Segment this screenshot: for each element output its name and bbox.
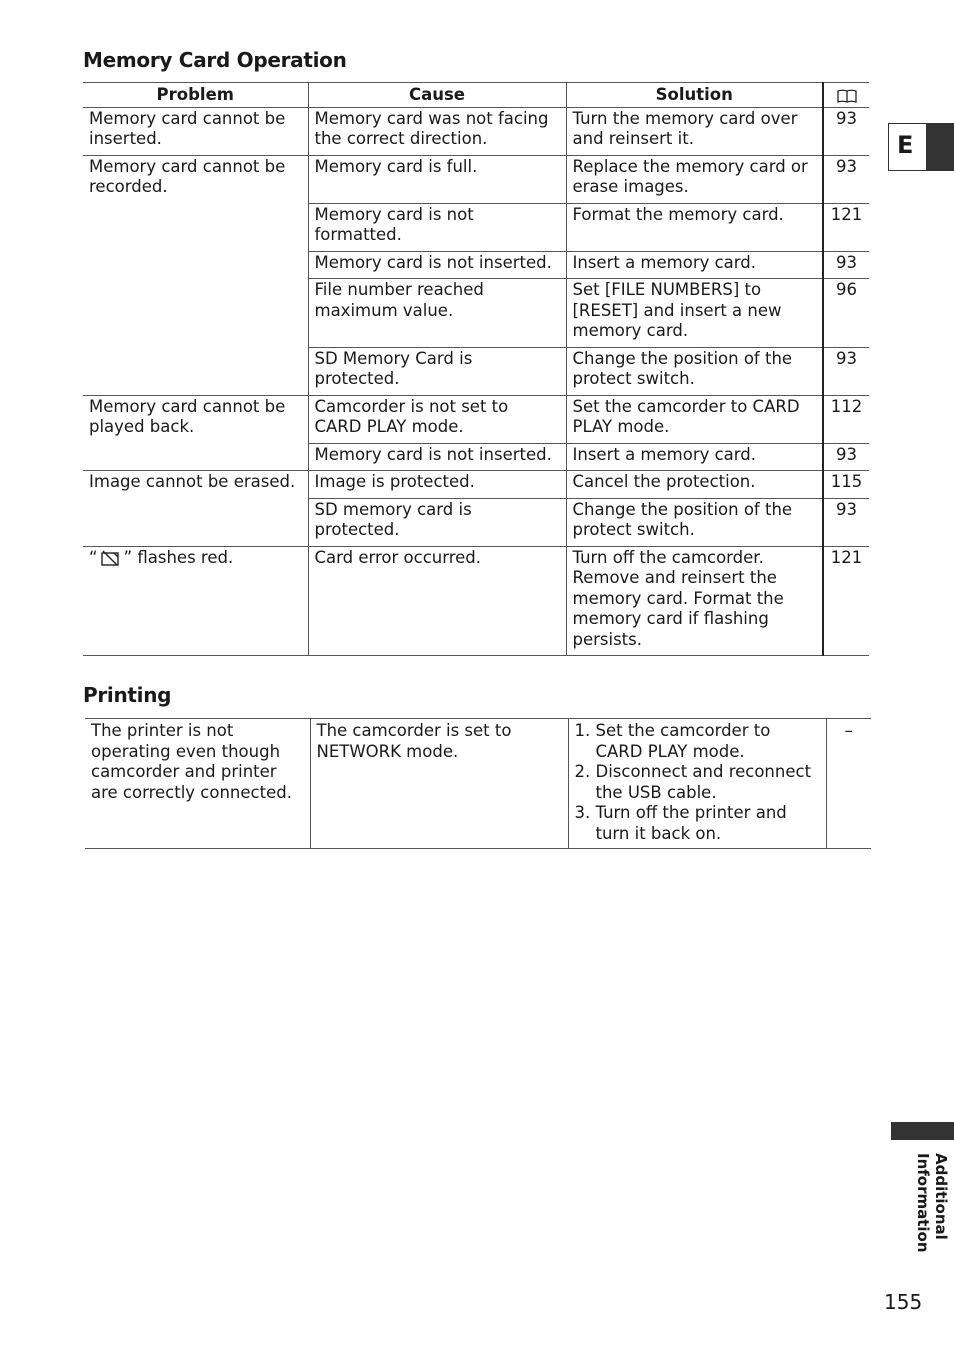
solution-cell: Turn off the camcorder. Remove and reinsert the memory card. Format the memory card if flashing persists.	[566, 546, 823, 656]
cause-cell: Memory card is not inserted.	[308, 443, 566, 471]
cause-cell: Card error occurred.	[308, 546, 566, 656]
cause-cell: The camcorder is set to NETWORK mode.	[310, 719, 568, 849]
cause-cell: File number reached maximum value.	[308, 279, 566, 348]
table-header-row	[83, 83, 869, 108]
table-row	[83, 395, 869, 443]
table-row	[83, 546, 869, 656]
language-letter: E	[897, 131, 914, 159]
table-row	[83, 155, 869, 203]
problem-cell: Memory card cannot be played back.	[83, 395, 308, 471]
solution-cell	[568, 719, 826, 849]
card-error-icon	[100, 550, 122, 566]
flashes-red-text: ” flashes red.	[123, 547, 234, 567]
memory-card-troubleshooting-table	[83, 82, 869, 656]
table-row	[83, 471, 869, 499]
solution-cell: Insert a memory card.	[566, 251, 823, 279]
page-number: 155	[884, 1290, 923, 1314]
problem-cell: Memory card cannot be recorded.	[83, 155, 308, 395]
cause-cell: Memory card is not formatted.	[308, 203, 566, 251]
solution-cell: Change the position of the protect switch.	[566, 498, 823, 546]
printing-troubleshooting-table	[85, 718, 871, 849]
page-cell: 93	[823, 155, 869, 203]
solution-cell: Replace the memory card or erase images.	[566, 155, 823, 203]
problem-cell: The printer is not operating even though camcorder and printer are correctly connected.	[85, 719, 310, 849]
page-cell: 121	[823, 546, 869, 656]
page-cell: 93	[823, 347, 869, 395]
page-cell: 112	[823, 395, 869, 443]
problem-cell: Memory card cannot be inserted.	[83, 107, 308, 155]
table-row	[83, 107, 869, 155]
chapter-label: Additional Information	[914, 1153, 950, 1253]
header-solution: Solution	[566, 83, 823, 108]
cause-cell: SD Memory Card is protected.	[308, 347, 566, 395]
header-cause: Cause	[308, 83, 566, 108]
solution-cell: Cancel the protection.	[566, 471, 823, 499]
cause-cell: Camcorder is not set to CARD PLAY mode.	[308, 395, 566, 443]
header-problem: Problem	[83, 83, 308, 108]
book-icon	[837, 89, 857, 103]
page-cell: 93	[823, 251, 869, 279]
list-item: 2. Disconnect and reconnect the USB cable.	[574, 762, 812, 802]
section-title-memory-card-operation: Memory Card Operation	[83, 48, 347, 72]
cause-cell: Memory card was not facing the correct direction.	[308, 107, 566, 155]
page-cell: 115	[823, 471, 869, 499]
page-cell: 93	[823, 498, 869, 546]
list-item: 3. Turn off the printer and turn it back on.	[574, 803, 787, 843]
section-title-printing: Printing	[83, 683, 172, 707]
solution-steps-list	[575, 721, 820, 844]
cause-cell: Memory card is not inserted.	[308, 251, 566, 279]
solution-cell: Set the camcorder to CARD PLAY mode.	[566, 395, 823, 443]
solution-cell: Set [FILE NUMBERS] to [RESET] and insert a new memory card.	[566, 279, 823, 348]
problem-cell: Image cannot be erased.	[83, 471, 308, 547]
cause-cell: Image is protected.	[308, 471, 566, 499]
page-cell: –	[826, 719, 871, 849]
page-cell: 121	[823, 203, 869, 251]
cause-cell: Memory card is full.	[308, 155, 566, 203]
solution-cell: Format the memory card.	[566, 203, 823, 251]
cause-cell: SD memory card is protected.	[308, 498, 566, 546]
header-page	[823, 83, 869, 108]
page-cell: 93	[823, 443, 869, 471]
tab-dark-block	[926, 124, 953, 170]
chapter-marker-bar	[891, 1122, 954, 1140]
page-cell: 93	[823, 107, 869, 155]
table-row	[85, 719, 871, 849]
problem-cell	[83, 546, 308, 656]
list-item: 1. Set the camcorder to CARD PLAY mode.	[574, 721, 771, 761]
solution-cell: Change the position of the protect switch.	[566, 347, 823, 395]
language-tab	[888, 123, 954, 171]
solution-cell: Insert a memory card.	[566, 443, 823, 471]
page-cell: 96	[823, 279, 869, 348]
solution-cell: Turn the memory card over and reinsert it.	[566, 107, 823, 155]
quote-open: “	[89, 547, 98, 567]
